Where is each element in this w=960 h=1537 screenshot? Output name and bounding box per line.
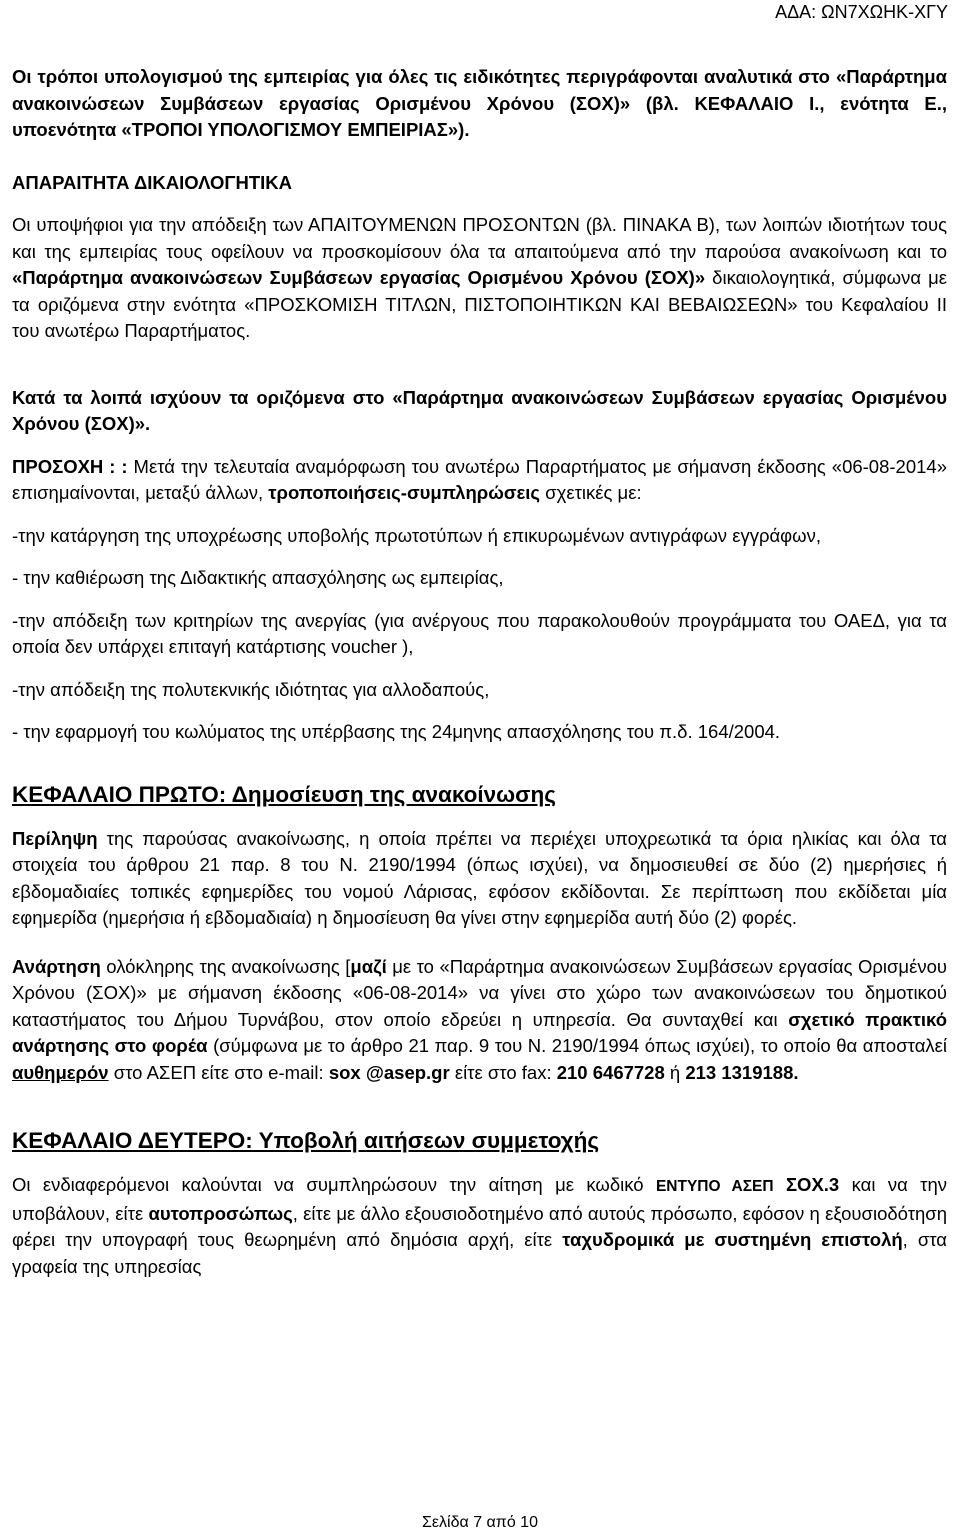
summary-paragraph [12, 826, 947, 932]
form-sox: ΣΟΧ.3 [785, 1174, 840, 1195]
page-number: Σελίδα 7 από 10 [422, 1514, 538, 1531]
posting-text-1: ολόκληρης της ανακοίνωσης [ [100, 955, 351, 977]
other-provisions-paragraph: Κατά τα λοιπά ισχύουν τα οριζόμενα στο «Παράρτημα ανακοινώσεων Συμβάσεων εργασίας Ορισμένου Χρόνου (ΣΟΧ)». [12, 386, 947, 434]
chapter-two-title: ΚΕΦΑΛΑΙΟ ΔΕΥΤΕΡΟ: Υποβολή αιτήσεων συμμετοχής [12, 1128, 600, 1153]
required-documents-paragraph [12, 212, 947, 345]
posting-same-day: αυθημερόν [12, 1061, 109, 1083]
summary-label: Περίληψη [12, 827, 98, 849]
list-item: -την απόδειξη της πολυτεκνικής ιδιότητας για αλλοδαπούς, [12, 678, 490, 700]
posting-or: ή [664, 1061, 686, 1083]
list-item: - την εφαρμογή του κωλύματος της υπέρβασης της 24μηνης απασχόλησης του π.δ. 164/2004. [12, 721, 781, 742]
docs-text-a: Οι υποψήφιοι για την απόδειξη των ΑΠΑΙΤΟΥΜΕΝΩΝ ΠΡΟΣΟΝΤΩΝ (βλ. ΠΙΝΑΚΑ Β), των λοιπών ιδιοτήτων τους και της εμπειρίας τους οφείλουν να προσκομίσουν όλα τα απαιτούμενα από την παρούσα ανακοίνωση και το [12, 214, 947, 262]
ada-code: ΑΔΑ: ΩΝ7ΧΩΗΚ-ΧΓΥ [775, 2, 948, 22]
list-item: -την κατάργηση της υποχρέωσης υποβολής πρωτοτύπων ή επικυρωμένων αντιγράφων εγγράφων, [12, 524, 821, 546]
posting-end: . [793, 1061, 799, 1083]
attention-bold: τροποποιήσεις-συμπληρώσεις [268, 482, 541, 503]
list-item: - την καθιέρωση της Διδακτικής απασχόλησης ως εμπειρίας, [12, 567, 504, 588]
registered-mail: ταχυδρομικά με συστημένη επιστολή [562, 1229, 903, 1250]
chapter-one-title: ΚΕΦΑΛΑΙΟ ΠΡΩΤΟ: Δημοσίευση της ανακοίνωσης [12, 781, 556, 807]
attention-paragraph [12, 454, 947, 507]
posting-text-5: είτε στο fax: [449, 1061, 557, 1083]
list-item: -την απόδειξη των κριτηρίων της ανεργίας (για ανέργους που παρακολουθούν προγράμματα του ΟΑΕΔ, για τα οποία δεν υπάρχει επιταγή κατάρτισης voucher ), [12, 609, 947, 657]
experience-calculation-paragraph: Οι τρόποι υπολογισμού της εμπειρίας για όλες τις ειδικότητες περιγράφονται αναλυτικά στο «Παράρτημα ανακοινώσεων Συμβάσεων εργασίας Ορισμένου Χρόνου (ΣΟΧ)» (βλ. ΚΕΦΑΛΑΙΟ Ι., ενότητα Ε., υποενότητα «ΤΡΟΠΟΙ ΥΠΟΛΟΓΙΣΜΟΥ ΕΜΠΕΙΡΙΑΣ»). [12, 66, 947, 140]
email-address: sox @asep.gr [328, 1061, 450, 1083]
posting-together: μαζί [350, 955, 387, 977]
summary-text: της παρούσας ανακοίνωσης, η οποία πρέπει να περιέχει υποχρεωτικά τα όρια ηλικίας και όλα τα στοιχεία του άρθρου 21 παρ. 8 του Ν. 2190/1994 (όπως ισχύει), να δημοσιευθεί σε δύο (2) ημερήσιες ή εβδομαδιαίες τοπικές εφημερίδες του νομού Λάρισας, εφόσον εκδίδονται. Σε περίπτωση που εκδίδεται μία εφημερίδα (ημερήσια ή εβδομαδιαία) η δημοσίευση θα γίνει στην εφημερίδα αυτή δύο (2) φορές. [12, 827, 947, 928]
document-body [12, 64, 947, 1280]
posting-label: Ανάρτηση [12, 955, 101, 977]
applications-text-1: Οι ενδιαφερόμενοι καλούνται να συμπληρώσουν την αίτηση με κωδικό [12, 1174, 656, 1195]
applications-text-2: και να την υποβάλουν, είτε [12, 1174, 948, 1224]
attention-text: Μετά την τελευταία αναμόρφωση του ανωτέρω Παραρτήματος με σήμανση έκδοσης «06-08-2014» επισημαίνονται, μεταξύ άλλων, [12, 455, 947, 503]
applications-text-3: , είτε με άλλο εξουσιοδοτημένο από αυτούς πρόσωπο, εφόσον η εξουσιοδότηση φέρει την υπογραφή τους θεωρημένη από δημόσια αρχή, είτε [12, 1202, 947, 1250]
fax-number-1: 210 6467728 [556, 1061, 665, 1083]
posting-paragraph [12, 954, 947, 1087]
attention-label: ΠΡΟΣΟΧΗ : : [12, 455, 128, 477]
applications-paragraph [12, 1172, 947, 1280]
required-documents-heading: ΑΠΑΡΑΙΤΗΤΑ ΔΙΚΑΙΟΛΟΓΗΤΙΚΑ [12, 171, 293, 193]
applications-text-4: , στα γραφεία της υπηρεσίας [12, 1229, 947, 1277]
fax-number-2: 213 1319188 [685, 1061, 794, 1083]
docs-annex-ref: «Παράρτημα ανακοινώσεων Συμβάσεων εργασίας Ορισμένου Χρόνου (ΣΟΧ)» [12, 267, 706, 288]
posting-text-2: με το «Παράρτημα ανακοινώσεων Συμβάσεων εργασίας Ορισμένου Χρόνου (ΣΟΧ)» με σήμανση έκδοσης «06-08-2014» να γίνει στο χώρο των ανακοινώσεων του δημοτικού καταστήματος του Δήμου Τυρνάβου, στον οποίο εδρεύει η υπηρεσία. Θα συνταχθεί και [12, 955, 947, 1030]
posting-text-3: (σύμφωνα με το άρθρο 21 παρ. 9 του Ν. 2190/1994 όπως ισχύει), το οποίο θα αποσταλεί [207, 1035, 947, 1056]
form-code: ΕΝΤΥΠΟ ΑΣΕΠ [655, 1178, 774, 1195]
attention-tail: σχετικές με: [540, 482, 642, 503]
docs-text-c: δικαιολογητικά, σύμφωνα με τα οριζόμενα στην ενότητα «ΠΡΟΣΚΟΜΙΣΗ ΤΙΤΛΩΝ, ΠΙΣΤΟΠΟΙΗΤΙΚΩΝ ΚΑΙ ΒΕΒΑΙΩΣΕΩΝ» του Κεφαλαίου ΙΙ του ανωτέρω Παραρτήματος. [12, 267, 948, 341]
posting-text-4: στο ΑΣΕΠ είτε στο e-mail: [108, 1061, 329, 1083]
in-person: αυτοπροσώπως [148, 1202, 293, 1224]
posting-record: σχετικό πρακτικό ανάρτησης στο φορέα [12, 1008, 948, 1056]
